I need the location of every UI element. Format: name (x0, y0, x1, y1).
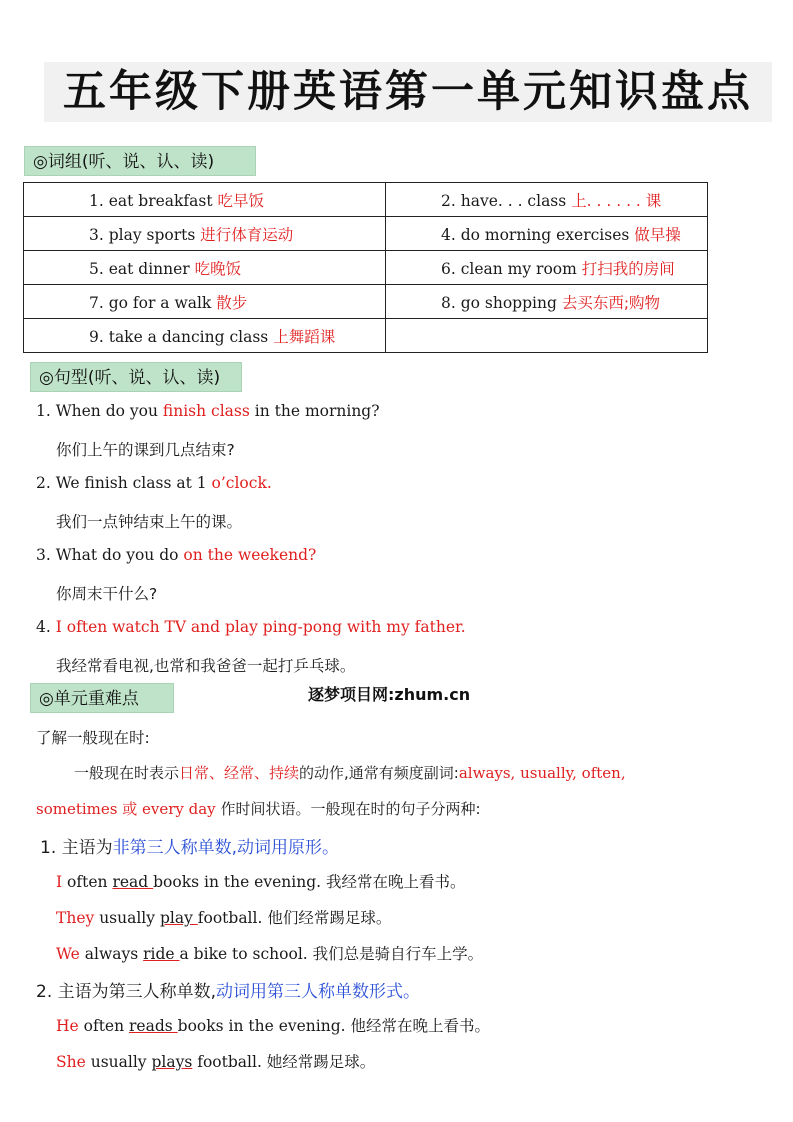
grammar-paragraph-line1: 一般现在时表示日常、经常、持续的动作,通常有频度副词:always, usually, often, (74, 764, 626, 782)
section-header-key-points: ◎单元重难点 (30, 683, 174, 713)
example-sentence: He often reads books in the evening. 他经常在晚上看书。 (56, 1017, 490, 1035)
sentence-en: 2. We finish class at 1 o’clock. (36, 474, 272, 492)
phrases-table (23, 182, 708, 353)
example-sentence: I often read books in the evening. 我经常在晚上看书。 (56, 873, 466, 891)
phrase-cell: 5. eat dinner 吃晚饭 (24, 251, 386, 285)
phrase-cell: 3. play sports 进行体育运动 (24, 217, 386, 251)
example-sentence: She usually plays football. 她经常踢足球。 (56, 1053, 376, 1071)
sentence-zh: 我们一点钟结束上午的课。 (56, 513, 243, 531)
phrase-cell: 9. take a dancing class 上舞蹈课 (24, 319, 386, 353)
rule-1: 1. 主语为非第三人称单数,动词用原形。 (40, 838, 340, 858)
table-row (24, 251, 708, 285)
section-header-phrases: ◎词组(听、说、认、读) (24, 146, 256, 176)
sentence-zh: 你们上午的课到几点结束? (56, 441, 235, 459)
sentence-zh: 你周末干什么? (56, 585, 158, 603)
phrase-cell: 8. go shopping 去买东西;购物 (386, 285, 708, 319)
phrase-cell: 4. do morning exercises 做早操 (386, 217, 708, 251)
phrase-cell-empty (386, 319, 708, 353)
phrase-cell: 1. eat breakfast 吃早饭 (24, 183, 386, 217)
section-header-sentences: ◎句型(听、说、认、读) (30, 362, 242, 392)
sentence-en: 4. I often watch TV and play ping-pong with my father. (36, 618, 466, 636)
sentence-en: 3. What do you do on the weekend? (36, 546, 317, 564)
rule-2: 2. 主语为第三人称单数,动词用第三人称单数形式。 (36, 982, 421, 1002)
table-row (24, 217, 708, 251)
sentence-en: 1. When do you finish class in the morning? (36, 402, 380, 420)
table-row (24, 285, 708, 319)
table-row (24, 183, 708, 217)
phrase-cell: 6. clean my room 打扫我的房间 (386, 251, 708, 285)
grammar-intro: 了解一般现在时: (36, 729, 150, 747)
example-sentence: We always ride a bike to school. 我们总是骑自行车上学。 (56, 945, 484, 963)
example-sentence: They usually play football. 他们经常踢足球。 (56, 909, 392, 927)
watermark: 逐梦项目网:zhum.cn (308, 685, 471, 704)
table-row (24, 319, 708, 353)
phrase-cell: 7. go for a walk 散步 (24, 285, 386, 319)
sentence-zh: 我经常看电视,也常和我爸爸一起打乒乓球。 (56, 657, 356, 675)
page-title: 五年级下册英语第一单元知识盘点 (44, 62, 772, 122)
phrase-cell: 2. have. . . class 上. . . . . . 课 (386, 183, 708, 217)
grammar-paragraph-line2: sometimes 或 every day 作时间状语。一般现在时的句子分两种: (36, 800, 481, 818)
